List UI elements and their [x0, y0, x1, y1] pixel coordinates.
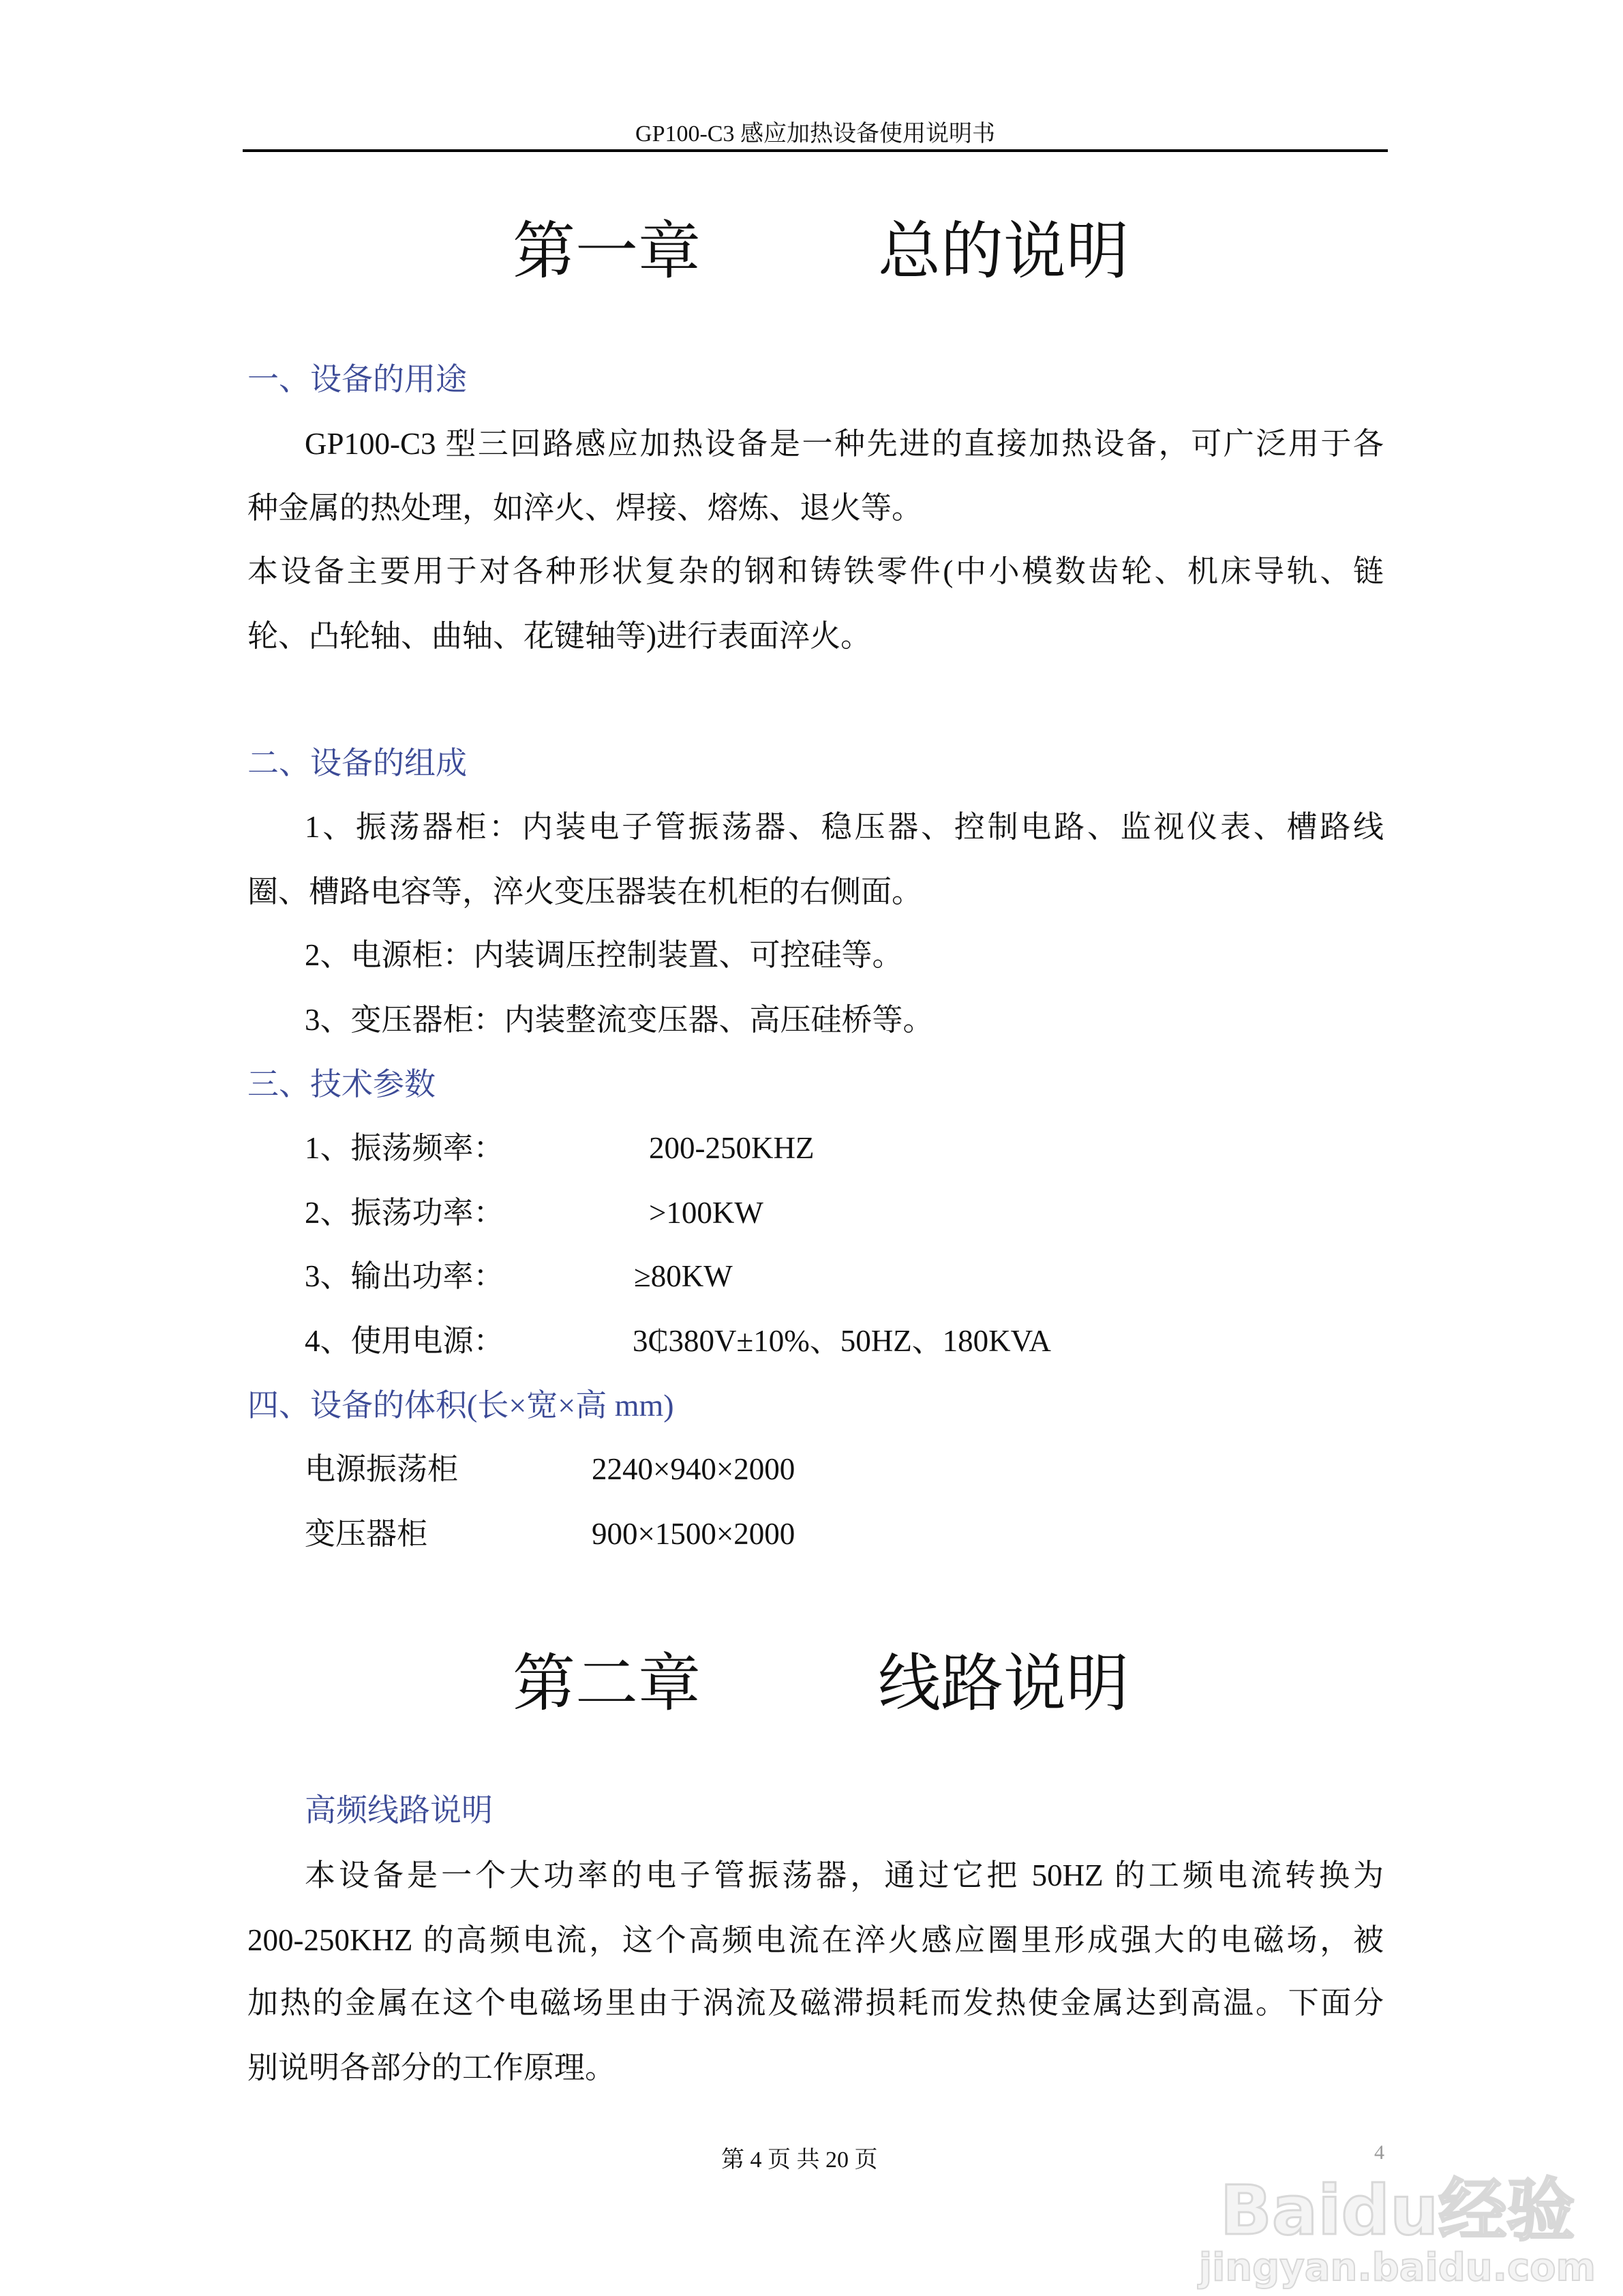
section-heading: 四、设备的体积(长×宽×高 mm)	[247, 1388, 674, 1423]
paragraph-line: 圈、槽路电容等，淬火变压器装在机柜的右侧面。	[247, 875, 923, 909]
page-number: 4	[1374, 2141, 1384, 2164]
param-value: >100KW	[649, 1196, 763, 1230]
param-label: 1、振荡频率：	[305, 1131, 504, 1165]
chapter2-title: 线路说明	[878, 1649, 1129, 1719]
header-divider	[243, 149, 1388, 152]
section-heading: 一、设备的用途	[247, 362, 467, 397]
watermark-logo: Baidu经验	[1219, 2171, 1575, 2250]
section-heading: 三、技术参数	[247, 1067, 436, 1102]
dimension-label: 变压器柜	[305, 1517, 428, 1551]
paragraph-line: 2、电源柜：内装调压控制装置、可控硅等。	[305, 938, 903, 972]
chapter2-number: 第二章	[513, 1649, 701, 1719]
paragraph-line: 种金属的热处理，如淬火、焊接、熔炼、退火等。	[247, 491, 923, 525]
paragraph-line: GP100-C3 型三回路感应加热设备是一种先进的直接加热设备，可广泛用于各	[305, 427, 1384, 461]
page-header: GP100-C3 感应加热设备使用说明书	[635, 121, 995, 147]
paragraph-line: 本设备主要用于对各种形状复杂的钢和铸铁零件(中小模数齿轮、机床导轨、链	[247, 554, 1384, 588]
param-value: ≥80KW	[634, 1259, 733, 1293]
param-label: 2、振荡功率：	[305, 1196, 504, 1230]
paragraph-line: 3、变压器柜：内装整流变压器、高压硅桥等。	[305, 1003, 934, 1037]
paragraph-line: 别说明各部分的工作原理。	[247, 2051, 616, 2085]
subsection-heading: 高频线路说明	[305, 1793, 493, 1828]
baidu-watermark	[1198, 2171, 1596, 2290]
param-label: 3、输出功率：	[305, 1259, 504, 1293]
param-value: 3₵380V±10%、50HZ、180KVA	[633, 1324, 1051, 1358]
watermark-url: jingyan.baidu.com	[1198, 2246, 1596, 2290]
paragraph-line: 200-250KHZ 的高频电流，这个高频电流在淬火感应圈里形成强大的电磁场，被	[247, 1923, 1384, 1957]
chapter1-title: 总的说明	[878, 217, 1129, 286]
section-heading: 二、设备的组成	[247, 746, 467, 781]
dimension-value: 900×1500×2000	[592, 1517, 795, 1551]
dimension-value: 2240×940×2000	[592, 1452, 795, 1486]
paragraph-line: 轮、凸轮轴、曲轴、花键轴等)进行表面淬火。	[247, 619, 871, 653]
page-footer: 第 4 页 共 20 页	[721, 2147, 878, 2173]
paragraph-line: 加热的金属在这个电磁场里由于涡流及磁滞损耗而发热使金属达到高温。下面分	[247, 1986, 1384, 2020]
paragraph-line: 本设备是一个大功率的电子管振荡器，通过它把 50HZ 的工频电流转换为	[305, 1858, 1384, 1892]
chapter1-number: 第一章	[513, 217, 701, 286]
param-value: 200-250KHZ	[649, 1131, 815, 1165]
param-label: 4、使用电源：	[305, 1324, 504, 1358]
dimension-label: 电源振荡柜	[305, 1452, 459, 1486]
paragraph-line: 1、振荡器柜：内装电子管振荡器、稳压器、控制电路、监视仪表、槽路线	[305, 810, 1384, 844]
